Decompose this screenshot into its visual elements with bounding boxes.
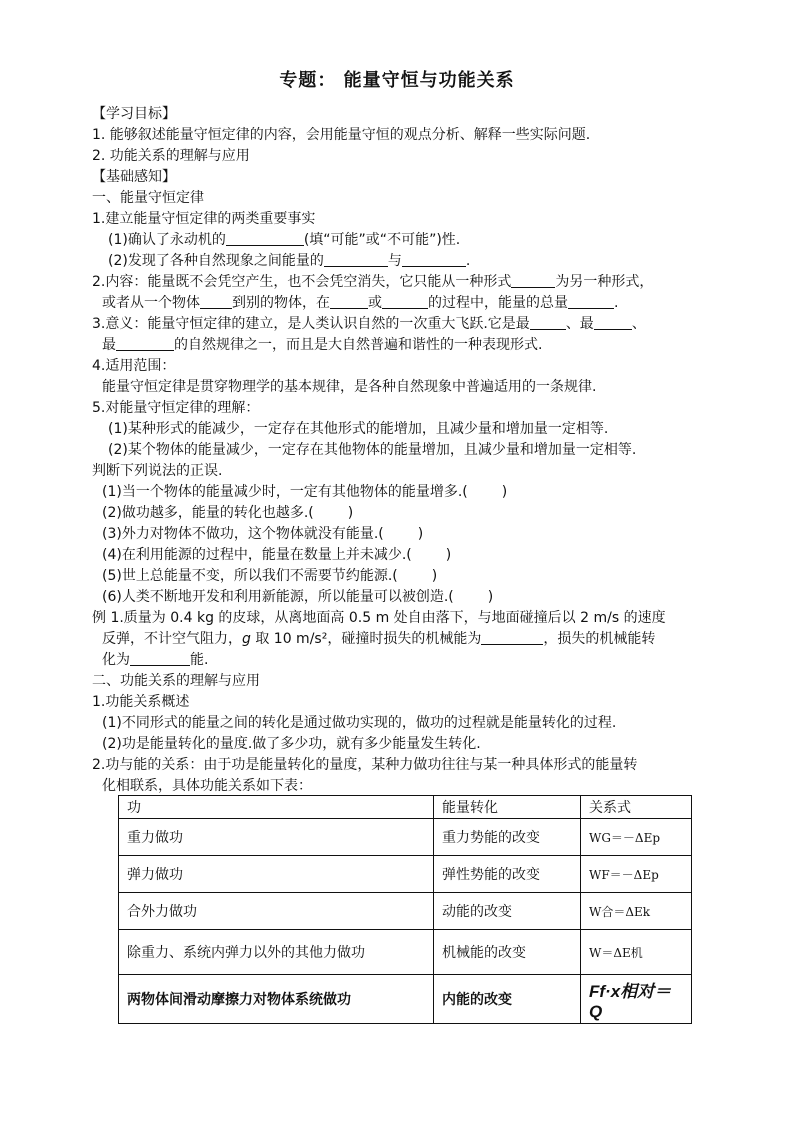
- judge-item: (3)外力对物体不做功，这个物体就没有能量.( ): [102, 526, 424, 542]
- table-row: [119, 819, 692, 856]
- fill-line: 或者从一个物体 到别的物体，在 或 的过程中，能量的总量 .: [102, 295, 619, 311]
- part-heading-1: 一、能量守恒定律: [92, 190, 204, 206]
- table-row: [119, 930, 692, 975]
- section-heading-basics: 【基础感知】: [92, 169, 176, 185]
- paragraph: 5.对能量守恒定律的理解：: [92, 400, 260, 416]
- paragraph: (1)不同形式的能量之间的转化是通过做功实现的，做功的过程就是能量转化的过程.: [102, 715, 617, 731]
- table-row: [119, 975, 692, 1024]
- table-cell-work: 除重力、系统内弹力以外的其他力做功: [119, 930, 434, 975]
- judge-heading: 判断下列说法的正误.: [92, 463, 223, 479]
- paragraph: 2.功与能的关系：由于功是能量转化的量度，某种力做功往往与某一种具体形式的能量转: [92, 757, 638, 773]
- table-cell-energy: 弹性势能的改变: [434, 856, 581, 893]
- table-cell-formula: W合＝ΔEk: [581, 893, 692, 930]
- table-cell-energy: 重力势能的改变: [434, 819, 581, 856]
- judge-item: (5)世上总能量不变，所以我们不需要节约能源.( ): [102, 568, 438, 584]
- answer-blank[interactable]: [382, 294, 428, 309]
- answer-blank[interactable]: [530, 315, 566, 330]
- answer-blank[interactable]: [130, 651, 190, 666]
- part-heading-2: 二、功能关系的理解与应用: [92, 673, 260, 689]
- answer-blank[interactable]: [116, 336, 174, 351]
- page-title: 专题： 能量守恒与功能关系: [279, 70, 515, 91]
- table-header-row: [119, 796, 692, 819]
- answer-blank[interactable]: [200, 294, 232, 309]
- paragraph: 1.建立能量守恒定律的两类重要事实: [92, 211, 316, 227]
- fill-line: 3.意义：能量守恒定律的建立，是人类认识自然的一次重大飞跃.它是最 、最 、: [92, 316, 646, 332]
- paragraph: (1)某种形式的能减少，一定存在其他形式的能增加，且减少量和增加量一定相等.: [108, 421, 609, 437]
- table-cell-work: 两物体间滑动摩擦力对物体系统做功: [119, 975, 434, 1024]
- answer-blank[interactable]: [226, 231, 304, 246]
- goal-item-2: 2. 功能关系的理解与应用: [92, 148, 250, 164]
- table-row: [119, 856, 692, 893]
- table-header: 关系式: [581, 796, 692, 819]
- table-cell-formula: WG＝－ΔEp: [581, 819, 692, 856]
- paragraph: (2)功是能量转化的量度.做了多少功，就有多少能量发生转化.: [102, 736, 481, 752]
- table-cell-work: 弹力做功: [119, 856, 434, 893]
- answer-blank[interactable]: [594, 315, 632, 330]
- answer-blank[interactable]: [568, 294, 614, 309]
- example-line: 化为 能.: [102, 652, 209, 668]
- judge-item: (6)人类不断地开发和利用新能源，所以能量可以被创造.( ): [102, 589, 494, 605]
- goal-item-1: 1. 能够叙述能量守恒定律的内容，会用能量守恒的观点分析、解释一些实际问题.: [92, 127, 591, 143]
- answer-blank[interactable]: [402, 252, 466, 267]
- paragraph: 4.适用范围：: [92, 358, 176, 374]
- answer-blank[interactable]: [481, 630, 543, 645]
- judge-item: (1)当一个物体的能量减少时，一定有其他物体的能量增多.( ): [102, 484, 508, 500]
- table-header: 功: [119, 796, 434, 819]
- example-line: 例 1.质量为 0.4 kg 的皮球，从离地面高 0.5 m 处自由落下，与地面碰撞后以 2 m/s 的速度: [92, 610, 666, 626]
- fill-line: (1)确认了永动机的 (填“可能”或“不可能”)性.: [108, 232, 461, 248]
- table-cell-work: 重力做功: [119, 819, 434, 856]
- fill-line: 最 的自然规律之一，而且是大自然普遍和谐性的一种表现形式.: [102, 337, 543, 353]
- example-line: 反弹，不计空气阻力，g 取 10 m/s²，碰撞时损失的机械能为 ，损失的机械能转: [102, 631, 656, 647]
- answer-blank[interactable]: [511, 273, 555, 288]
- answer-blank[interactable]: [324, 252, 388, 267]
- judge-item: (4)在利用能源的过程中，能量在数量上并未减少.( ): [102, 547, 452, 563]
- table-header: 能量转化: [434, 796, 581, 819]
- answer-blank[interactable]: [330, 294, 368, 309]
- judge-item: (2)做功越多，能量的转化也越多.( ): [102, 505, 354, 521]
- paragraph: 化相联系，具体功能关系如下表：: [102, 778, 312, 794]
- fill-line: (2)发现了各种自然现象之间能量的 与 .: [108, 253, 471, 269]
- table-cell-energy: 机械能的改变: [434, 930, 581, 975]
- table-cell-energy: 动能的改变: [434, 893, 581, 930]
- table-cell-energy: 内能的改变: [434, 975, 581, 1024]
- table-cell-formula: W＝ΔE机: [581, 930, 692, 975]
- fill-line: 2.内容：能量既不会凭空产生，也不会凭空消失，它只能从一种形式 为另一种形式，: [92, 274, 654, 290]
- section-heading-goals: 【学习目标】: [92, 106, 176, 122]
- work-energy-table: [118, 795, 692, 1024]
- table-row: [119, 893, 692, 930]
- table-cell-formula: Ff·x相对＝Q: [581, 975, 692, 1024]
- table-cell-formula: WF＝－ΔEp: [581, 856, 692, 893]
- paragraph: 1.功能关系概述: [92, 694, 190, 710]
- table-cell-work: 合外力做功: [119, 893, 434, 930]
- paragraph: 能量守恒定律是贯穿物理学的基本规律，是各种自然现象中普遍适用的一条规律.: [102, 379, 597, 395]
- paragraph: (2)某个物体的能量减少，一定存在其他物体的能量增加，且减少量和增加量一定相等.: [108, 442, 637, 458]
